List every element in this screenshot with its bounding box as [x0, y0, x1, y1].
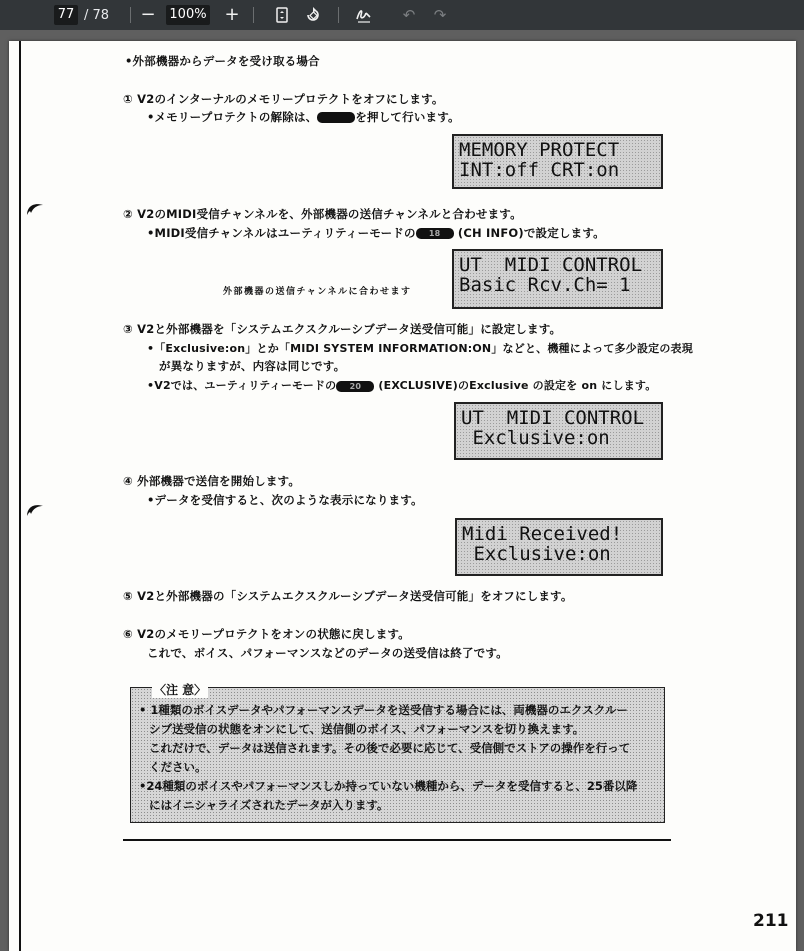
- lcd-display-midi-received: [455, 518, 663, 576]
- caution-line: •24種類のボイスやパフォーマンスしか持っていない機種から、データを受信すると、25番以降: [139, 779, 638, 793]
- page-total: / 78: [84, 7, 110, 23]
- footer-rule: [123, 839, 671, 841]
- page-indicator: [54, 5, 109, 25]
- step-3-note-2b: (EXCLUSIVE)のExclusive の設定を on にします。: [378, 379, 657, 392]
- step-6: ⑥ V2のメモリープロテクトをオンの状態に戻します。: [123, 627, 410, 641]
- key-button-20: 20: [336, 381, 374, 392]
- step-4: ④ 外部機器で送信を開始します。: [123, 474, 301, 488]
- lcd-line: UT MIDI CONTROL: [459, 254, 643, 276]
- undo-icon: ↶: [402, 6, 416, 24]
- lcd-line: Exclusive:on: [462, 543, 611, 565]
- caution-line: これだけで、データは送信されます。その後で必要に応じて、受信側でストアの操作を行って: [149, 741, 631, 755]
- step-2-note-b: (CH INFO)で設定します。: [457, 226, 605, 240]
- step-2-note: [147, 225, 605, 241]
- step-4-note: •データを受信すると、次のような表示になります。: [147, 493, 423, 507]
- minus-icon: −: [140, 4, 156, 25]
- pdf-toolbar: [0, 0, 804, 30]
- step-3-note-1: •「Exclusive:on」とか「MIDI SYSTEM INFORMATION:ON」などと、機種によって多少設定の表現: [147, 342, 693, 355]
- zoom-out-button[interactable]: [136, 4, 160, 26]
- step-3: ③ V2と外部機器を「システムエクスクルーシブデータ送受信可能」に設定します。: [123, 322, 562, 336]
- lcd-line: Midi Received!: [462, 523, 623, 545]
- lcd-line: Basic Rcv.Ch= 1: [459, 274, 631, 296]
- pen-icon: [355, 7, 373, 23]
- key-button-black: [317, 112, 355, 123]
- rotate-button[interactable]: [301, 4, 325, 26]
- caution-line: にはイニシャライズされたデータが入ります。: [149, 798, 389, 812]
- page-content: [9, 41, 796, 951]
- toolbar-divider: [253, 7, 254, 23]
- redo-button[interactable]: [428, 4, 452, 26]
- step-3-note-2a: •V2では、ユーティリティーモードの: [147, 379, 337, 392]
- rotate-icon: [304, 6, 322, 24]
- caution-line: ください。: [149, 760, 207, 774]
- lcd-line: UT MIDI CONTROL: [461, 407, 645, 429]
- section-heading: •外部機器からデータを受け取る場合: [125, 54, 320, 68]
- lcd-caption: 外部機器の送信チャンネルに合わせます: [223, 287, 412, 297]
- lcd-line: INT:off CRT:on: [459, 159, 620, 181]
- lcd-line: MEMORY PROTECT: [459, 139, 620, 161]
- annotate-button[interactable]: [352, 4, 376, 26]
- pdf-page: [9, 41, 796, 951]
- step-6-note: これで、ボイス、パフォーマンスなどのデータの送受信は終了です。: [147, 646, 508, 660]
- page-number-input[interactable]: 77: [54, 5, 78, 25]
- zoom-level-input[interactable]: 100%: [166, 5, 210, 25]
- lcd-display-exclusive: [454, 402, 663, 460]
- caution-box: [130, 687, 665, 823]
- fit-page-icon: [275, 7, 289, 23]
- caution-line: シブ送受信の状態をオンにして、送信側のボイス、パフォーマンスを切り換えます。: [149, 722, 585, 736]
- redo-icon: ↷: [433, 6, 447, 24]
- step-5: ⑤ V2と外部機器の「システムエクスクルーシブデータ送受信可能」をオフにします。: [123, 589, 573, 603]
- lcd-display-memory-protect: [452, 134, 663, 189]
- key-button-18: 18: [416, 228, 454, 239]
- toolbar-divider: [338, 7, 339, 23]
- lcd-line: Exclusive:on: [461, 427, 610, 449]
- step-3-note-2: [147, 377, 656, 393]
- caution-line: • 1種類のボイスデータやパフォーマンスデータを送受信する場合には、両機器のエクスクルー: [139, 703, 628, 717]
- step-1: ① V2のインターナルのメモリープロテクトをオフにします。: [123, 92, 444, 106]
- step-1-note-a: •メモリープロテクトの解除は、: [147, 110, 318, 124]
- step-3-note-1b: が異なりますが、内容は同じです。: [159, 359, 346, 373]
- toolbar-divider: [130, 7, 131, 23]
- lcd-display-basic-rcv-ch: [452, 249, 663, 309]
- step-1-note-b: を押して行います。: [355, 110, 460, 124]
- step-1-note: [147, 109, 460, 125]
- undo-button[interactable]: [397, 4, 421, 26]
- zoom-in-button[interactable]: [220, 4, 244, 26]
- page-number: 211: [753, 911, 789, 931]
- step-2: ② V2のMIDI受信チャンネルを、外部機器の送信チャンネルと合わせます。: [123, 207, 522, 221]
- fit-page-button[interactable]: [270, 4, 294, 26]
- caution-title: 〈注 意〉: [154, 683, 207, 697]
- step-2-note-a: •MIDI受信チャンネルはユーティリティーモードの: [147, 226, 416, 240]
- plus-icon: +: [224, 4, 240, 25]
